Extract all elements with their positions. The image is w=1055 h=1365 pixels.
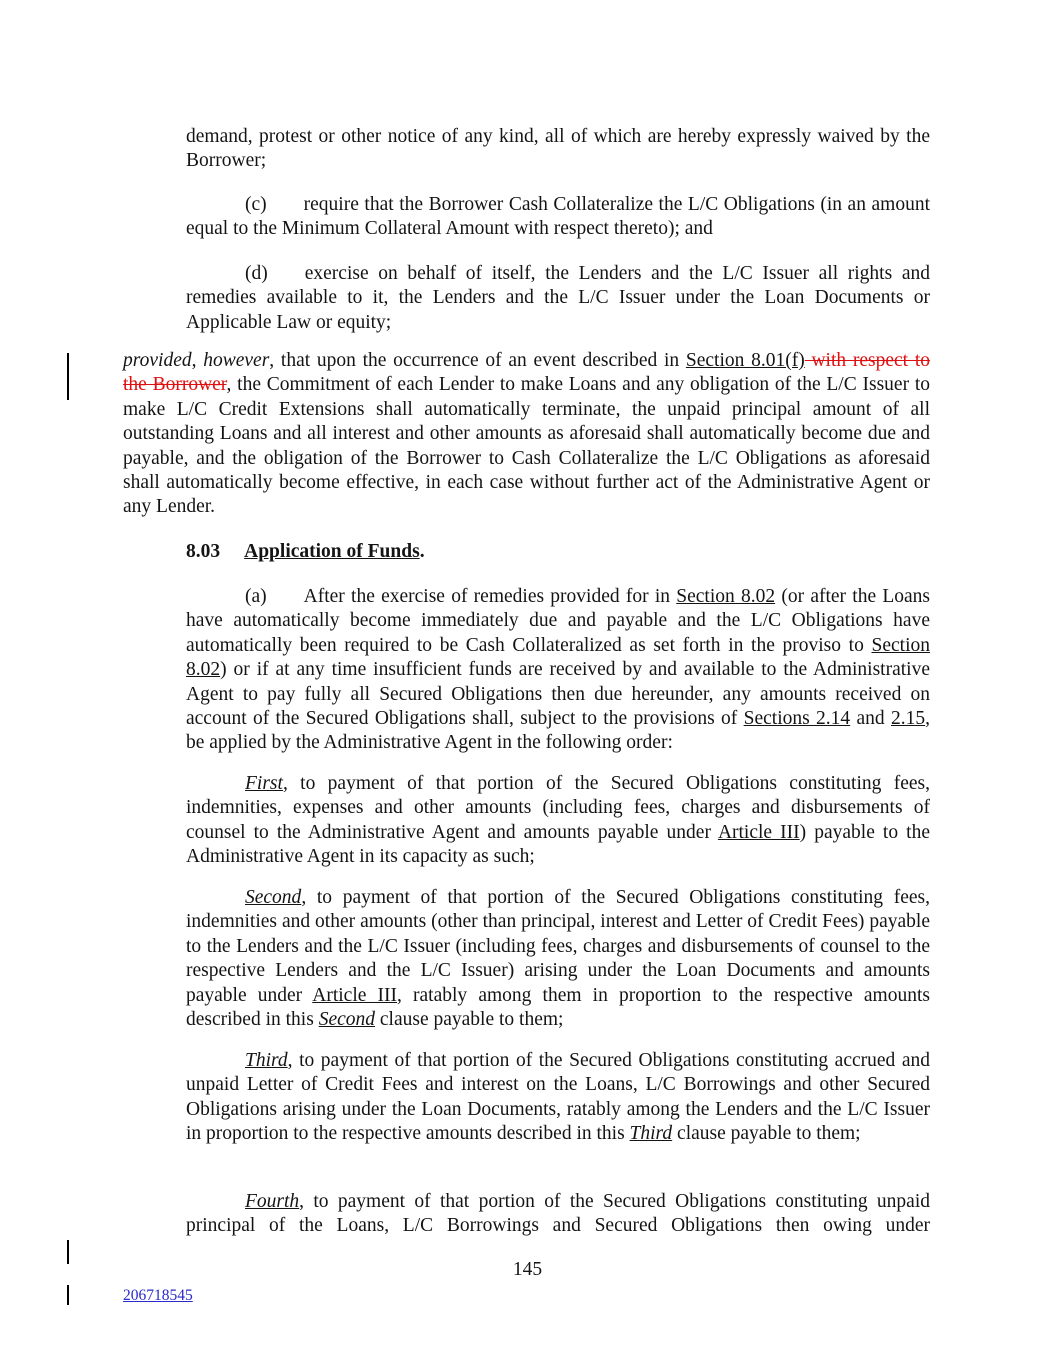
clause-marker: (c) [245, 194, 267, 215]
text-segment-underline: Sections 2.14 [743, 708, 851, 730]
text-segment-plain: clause payable to them; [672, 1123, 861, 1145]
clause-d [186, 262, 930, 335]
text-segment-plain: , [191, 350, 204, 371]
change-bar [67, 1285, 69, 1305]
paragraph-text [123, 350, 930, 517]
text-segment-italic-underline: Third [629, 1123, 673, 1145]
text-segment-italic: provided [123, 350, 192, 371]
text-segment-italic-underline: Third [245, 1050, 288, 1071]
clause-c [186, 193, 930, 242]
doc-id-link[interactable]: 206718545 [123, 1287, 193, 1304]
clause-text [186, 586, 930, 753]
text-segment-italic-underline: Second [245, 887, 302, 908]
clause-text [186, 194, 930, 239]
text-segment-plain: , to payment of that portion of the Secured Obligations constituting fees, indemnities and other amounts (other than principal, interest and Letter of Credit Fees) payable to the Lenders and the L/C Issuer (including fees, charges and disbursements of counsel to the respective Lenders and the L/C Issuer) arising under the Loan Documents and amounts payable under [186, 887, 930, 1006]
section-title: Application of Funds [244, 541, 420, 562]
text-segment-plain: After the exercise of remedies provided for in [303, 586, 677, 607]
text-segment-plain: , to payment of that portion of the Secured Obligations constituting unpaid principal of the Loans, L/C Borrowings and Secured Obligations then owing under [186, 1191, 930, 1237]
text-segment-underline: 2.15 [891, 708, 926, 730]
priority-clause-fourth [186, 1190, 930, 1239]
text-segment-plain: clause payable to them; [375, 1009, 564, 1031]
page-number: 145 [512, 1259, 543, 1280]
text-segment-underline: Section 8.02 [186, 634, 930, 681]
clause-text [186, 773, 930, 867]
clause-marker: (d) [245, 263, 268, 284]
text-segment-plain: , that upon the occurrence of an event described in [269, 350, 686, 371]
text-segment-plain: demand, protest or other notice of any kind, all of which are hereby expressly waived by the Borrower; [186, 126, 930, 172]
text-segment-italic-underline: First [245, 773, 283, 794]
text-segment-underline: Section 8.01(f) [685, 350, 805, 371]
priority-clause-second [186, 886, 930, 1032]
text-segment-plain: exercise on behalf of itself, the Lenders and the L/C Issuer all rights and remedies available to it, the Lenders and the L/C Issuer under the Loan Documents or Applicable Law or equity; [186, 263, 930, 333]
change-bar [67, 353, 69, 400]
clause-text [186, 263, 930, 333]
paragraph-proviso [123, 349, 930, 520]
clause-text [186, 1191, 930, 1236]
paragraph-text [186, 126, 930, 171]
text-segment-plain: , to payment of that portion of the Secured Obligations constituting fees, indemnities, expenses and other amounts (including fees, charges and disbursements of counsel to the Administrative Agent and amounts payable under [186, 773, 930, 843]
clause-a [186, 585, 930, 756]
section-title-period: . [419, 541, 425, 562]
text-segment-underline: Article III [717, 821, 800, 843]
section-heading-8-03 [186, 540, 930, 564]
text-segment-italic-underline: Fourth [245, 1191, 300, 1212]
text-segment-underline: Article III [312, 984, 398, 1006]
section-number: 8.03 [186, 541, 221, 562]
page-body [123, 0, 930, 1365]
text-segment-plain: ) or if at any time insufficient funds are received by and available to the Administrative Agent to pay fully all Secured Obligations then due hereunder, any amounts received on account of the Secured Obligations shall, subject to the provisions of [186, 659, 930, 730]
text-segment-plain: ) payable to the Administrative Agent in its capacity as such; [186, 821, 930, 868]
priority-clause-third [186, 1049, 930, 1147]
text-segment-plain: , be applied by the Administrative Agent in the following order: [186, 708, 930, 754]
text-segment-strike-red: with respect to the Borrower [123, 350, 931, 396]
text-segment-plain: , ratably among them in proportion to the respective amounts described in this [186, 984, 930, 1031]
clause-marker: (a) [245, 586, 267, 607]
text-segment-underline: Section 8.02 [676, 586, 776, 607]
text-segment-plain: and [850, 708, 891, 730]
text-segment-plain: require that the Borrower Cash Collateralize the L/C Obligations (in an amount equal to the Minimum Collateral Amount with respect thereto); and [186, 194, 930, 240]
text-segment-plain: , the Commitment of each Lender to make Loans and any obligation of the L/C Issuer to make L/C Credit Extensions shall automatically terminate, the unpaid principal amount of all outstanding Loans and all interest and other amounts as aforesaid shall automatically become due and payable, and the obligation of the Borrower to Cash Collateralize the L/C Obligations as aforesaid shall automatically become effective, in each case without further act of the Administrative Agent or any Lender. [123, 374, 930, 518]
text-segment-italic-underline: Second [318, 1009, 375, 1031]
text-segment-plain: , to payment of that portion of the Secured Obligations constituting accrued and unpaid Letter of Credit Fees and interest on the Loans, L/C Borrowings and other Secured Obligations arising under the Loan Documents, ratably among the Lenders and the L/C Issuer in proportion to the respective amounts described in this [186, 1050, 930, 1145]
paragraph-waived-continuation [186, 125, 930, 174]
text-segment-italic: however [203, 350, 270, 371]
text-segment-plain: (or after the Loans have automatically become immediately due and payable and the L/C Obligations have automatically been required to be Cash Collateralized as set forth in the proviso to [186, 586, 930, 656]
clause-text [186, 1050, 930, 1144]
clause-text [186, 887, 930, 1030]
priority-clause-first [186, 772, 930, 870]
